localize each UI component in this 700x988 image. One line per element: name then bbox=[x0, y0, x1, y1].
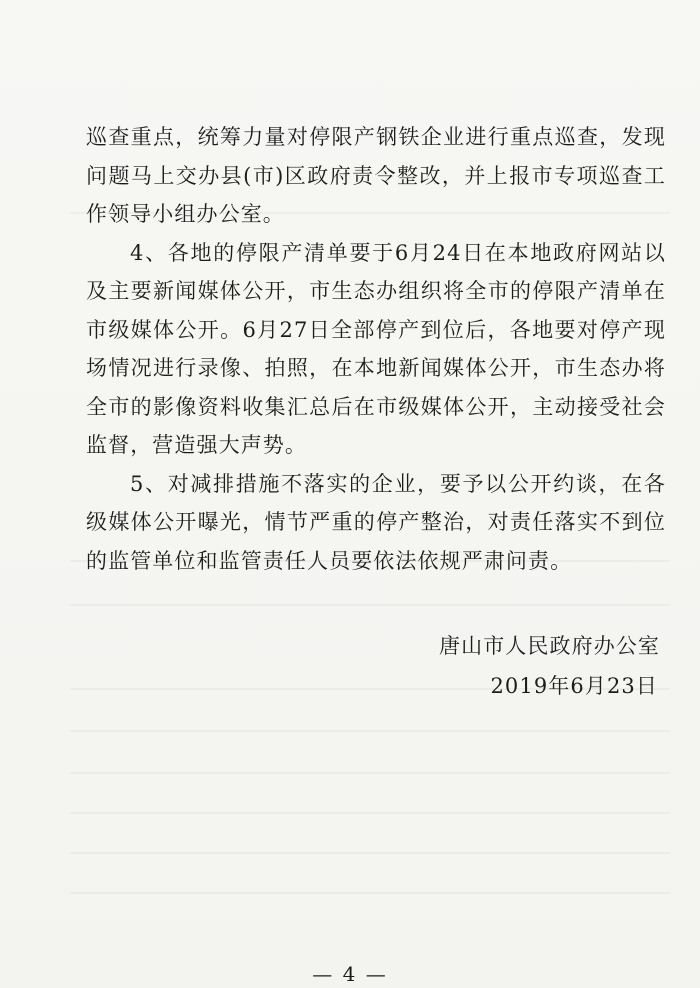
paragraph-continuation: 巡查重点，统筹力量对停限产钢铁企业进行重点巡查，发现问题马上交办县(市)区政府责令整改，并上报市专项巡查工作领导小组办公室。 bbox=[86, 125, 666, 226]
document-body bbox=[86, 118, 666, 580]
scan-bleed-line bbox=[70, 852, 670, 854]
signature-date: 2019年6月23日 bbox=[490, 674, 658, 698]
scan-bleed-line bbox=[70, 604, 670, 606]
scan-bleed-line bbox=[70, 772, 670, 774]
scan-bleed-line bbox=[70, 892, 670, 894]
paragraph-item-4: 4、各地的停限产清单要于6月24日在本地政府网站以及主要新闻媒体公开，市生态办组织将全市的停限产清单在市级媒体公开。6月27日全部停产到位后，各地要对停产现场情况进行录像、拍照，在本地新闻媒体公开，市生态办将全市的影像资料收集汇总后在市级媒体公开，主动接受社会监督，营造强大声势。 bbox=[86, 240, 666, 457]
paragraph-item-5: 5、对减排措施不落实的企业，要予以公开约谈，在各级媒体公开曝光，情节严重的停产整治，对责任落实不到位的监管单位和监管责任人员要依法依规严肃问责。 bbox=[86, 471, 666, 573]
signature-organization: 唐山市人民政府办公室 bbox=[439, 634, 660, 658]
scan-bleed-line bbox=[70, 730, 670, 732]
page-number: — 4 — bbox=[312, 962, 388, 986]
scan-bleed-line bbox=[70, 812, 670, 814]
